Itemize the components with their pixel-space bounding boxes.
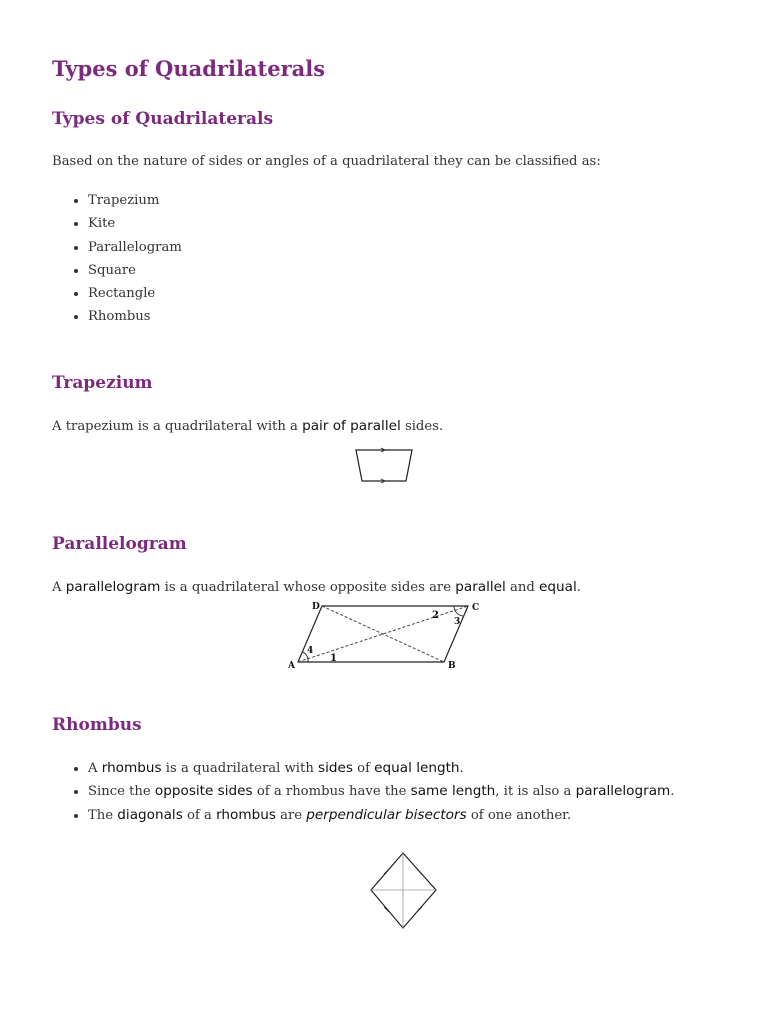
- angle-label-3: 3: [454, 617, 461, 627]
- text-fragment: The: [88, 807, 118, 823]
- text-fragment: .: [459, 761, 464, 776]
- keyword-equal: equal: [539, 579, 577, 595]
- angle-label-1: 1: [330, 653, 337, 664]
- text-fragment: , it is also a: [495, 784, 576, 800]
- text-fragment: and: [505, 580, 539, 595]
- text-fragment: A: [88, 761, 102, 776]
- trapezium-paragraph: [52, 418, 443, 434]
- intro-paragraph: Based on the nature of sides or angles of a quadrilateral they can be classified as:: [52, 154, 601, 169]
- vertex-label-a: A: [288, 661, 295, 671]
- text-fragment: .: [576, 580, 581, 595]
- angle-label-4: 4: [307, 646, 314, 656]
- keyword-perpendicular-bisectors: perpendicular bisectors: [306, 806, 467, 823]
- keyword-sides: sides: [318, 760, 353, 776]
- rhombus-figure: [368, 850, 440, 932]
- text-fragment: A trapezium is a quadrilateral with a: [52, 419, 303, 434]
- trapezium-figure: [354, 446, 418, 486]
- list-item: • Kite: [88, 212, 182, 235]
- text-fragment: are: [275, 807, 307, 823]
- text-fragment: A: [52, 580, 66, 595]
- text-fragment: of: [352, 761, 375, 776]
- keyword-pair-of-parallel: pair of parallel: [302, 418, 401, 434]
- text-fragment: sides.: [400, 419, 444, 434]
- section-heading-rhombus: Rhombus: [52, 715, 142, 735]
- keyword-parallelogram: parallelogram: [575, 783, 671, 800]
- text-fragment: .: [670, 784, 675, 800]
- text-fragment: of one another.: [466, 807, 572, 823]
- keyword-rhombus: rhombus: [216, 806, 276, 823]
- list-item: • Parallelogram: [88, 236, 182, 259]
- text-fragment: of a: [182, 807, 217, 823]
- list-item: • Rhombus: [88, 305, 182, 328]
- vertex-label-d: D: [312, 602, 320, 612]
- page-title: Types of Quadrilaterals: [52, 56, 326, 81]
- list-item: [88, 780, 675, 803]
- list-item: [88, 804, 675, 827]
- parallelogram-paragraph: [52, 579, 581, 595]
- list-item: [88, 757, 675, 780]
- section-heading-types: Types of Quadrilaterals: [52, 109, 274, 129]
- text-fragment: of a rhombus have the: [252, 784, 411, 800]
- vertex-label-c: C: [472, 603, 480, 613]
- section-heading-trapezium: Trapezium: [52, 373, 153, 393]
- list-item: • Trapezium: [88, 189, 182, 212]
- text-fragment: is a quadrilateral with: [161, 761, 319, 776]
- section-heading-parallelogram: Parallelogram: [52, 534, 187, 554]
- text-fragment: Since the: [88, 784, 155, 800]
- list-item: • Rectangle: [88, 282, 182, 305]
- parallelogram-figure: [284, 598, 480, 672]
- angle-label-2: 2: [432, 610, 439, 621]
- keyword-opposite-sides: opposite sides: [154, 783, 253, 800]
- vertex-label-b: B: [448, 661, 456, 671]
- rhombus-facts-list: [52, 757, 675, 827]
- keyword-parallelogram: parallelogram: [65, 579, 161, 595]
- list-item: • Square: [88, 259, 182, 282]
- keyword-parallel: parallel: [455, 579, 506, 595]
- keyword-rhombus: rhombus: [101, 760, 162, 776]
- keyword-diagonals: diagonals: [117, 806, 183, 823]
- quadrilateral-type-list: [52, 189, 182, 329]
- keyword-same-length: same length: [410, 783, 496, 800]
- keyword-equal-length: equal length: [374, 760, 460, 776]
- text-fragment: is a quadrilateral whose opposite sides are: [160, 580, 456, 595]
